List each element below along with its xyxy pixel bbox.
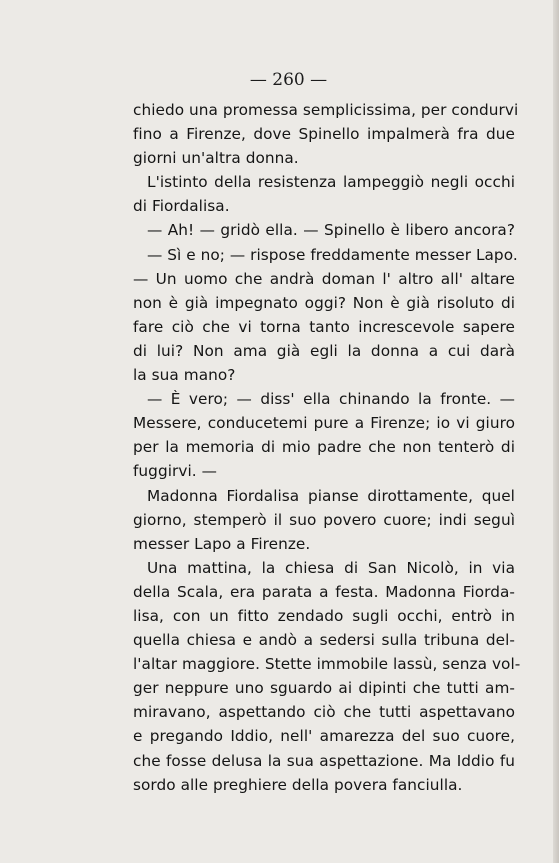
text-line: fuggirvi. —	[133, 462, 217, 481]
text-line: della Scala, era parata a festa. Madonna Fiorda-	[133, 582, 515, 601]
text-line: di lui? Non ama già egli la donna a cui darà	[133, 341, 515, 360]
text-line: non è già impegnato oggi? Non è già risoluto di	[133, 293, 515, 312]
text-line: — Ah! — gridò ella. — Spinello è libero ancora?	[147, 221, 515, 240]
text-line: per la memoria di mio padre che non tenterò di	[133, 438, 515, 457]
text-line: — Sì e no; — rispose freddamente messer Lapo.	[147, 245, 518, 264]
text-line: lisa, con un fitto zendado sugli occhi, entrò in	[133, 606, 515, 625]
text-line: giorni un'altra donna.	[133, 149, 299, 168]
text-line: giorno, stemperò il suo povero cuore; indi seguì	[133, 510, 515, 529]
page-edge	[553, 0, 559, 863]
text-line: fare ciò che vi torna tanto increscevole sapere	[133, 317, 515, 336]
page-number: — 260 —	[249, 70, 328, 90]
body-text	[133, 98, 521, 797]
text-line: Madonna Fiordalisa pianse dirottamente, quel	[147, 486, 515, 505]
text-line: ger neppure uno sguardo ai dipinti che tutti am-	[133, 679, 515, 698]
text-line: di Fiordalisa.	[133, 197, 230, 216]
text-line: e pregando Iddio, nell' amarezza del suo cuore,	[133, 727, 515, 746]
text-line: messer Lapo a Firenze.	[133, 534, 311, 553]
text-line: la sua mano?	[133, 366, 236, 385]
text-line: Messere, conducetemi pure a Firenze; io vi giuro	[133, 414, 515, 433]
text-line: fino a Firenze, dove Spinello impalmerà fra due	[133, 125, 515, 144]
text-line: L'istinto della resistenza lampeggiò negli occhi	[147, 173, 515, 192]
text-line: — Un uomo che andrà doman l' altro all' altare	[133, 269, 515, 288]
text-line: l'altar maggiore. Stette immobile lassù, senza vol-	[133, 655, 521, 674]
text-line: quella chiesa e andò a sedersi sulla tribuna del-	[133, 631, 515, 650]
text-line: chiedo una promessa semplicissima, per condurvi	[133, 101, 519, 119]
text-line: Una mattina, la chiesa di San Nicolò, in via	[147, 558, 515, 577]
text-line: — È vero; — diss' ella chinando la fronte. —	[147, 390, 515, 409]
text-line: miravano, aspettando ciò che tutti aspettavano	[133, 703, 515, 722]
text-line: sordo alle preghiere della povera fanciulla.	[133, 775, 463, 794]
text-line: che fosse delusa la sua aspettazione. Ma Iddio fu	[133, 751, 515, 770]
